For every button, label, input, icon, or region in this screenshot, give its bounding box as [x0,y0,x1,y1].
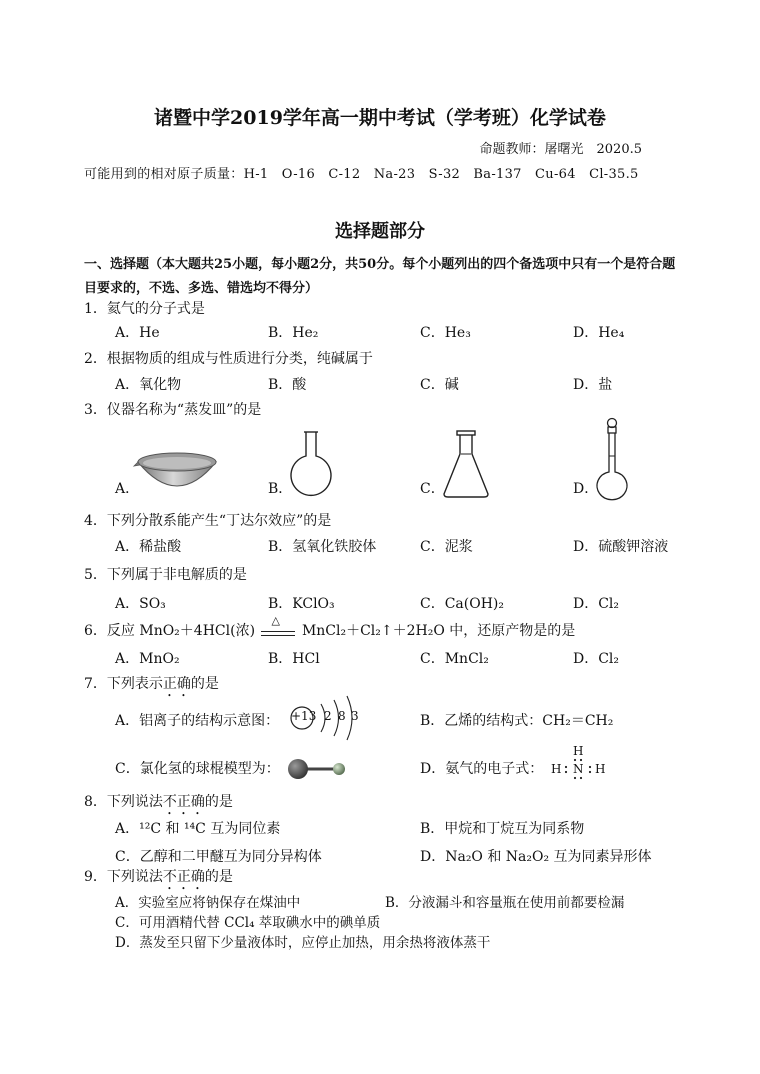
q2-option-b: B．酸 [268,377,307,393]
q7-stem-prefix: 7．下列表示 [84,676,163,692]
q5-option-b: B．KClO₃ [268,596,335,612]
q3-option-d: D． [573,481,599,497]
q3-option-b: B． [268,481,293,497]
question-8-stem [84,791,233,818]
al-shell-2: 8 [338,709,346,723]
q3-option-a: A． [115,481,140,497]
teacher-line: 命题教师：屠曙光 2020.5 [479,142,642,157]
q2-option-a: A．氧化物 [115,377,182,393]
q2-option-c: C．碱 [420,377,459,393]
q7-stem-emphasis: 正确 [162,676,191,692]
al-shell-3: 3 [351,709,359,723]
question-9-stem [84,866,233,893]
q2-option-d: D．盐 [573,377,613,393]
q8-stem-prefix: 8．下列说法 [84,794,163,810]
q7-option-d: D．氨气的电子式： [420,761,544,777]
q8-stem-emphasis: 不正确 [162,794,205,810]
q9-option-b: B．分液漏斗和容量瓶在使用前都要检漏 [385,895,625,911]
heat-symbol: △ [271,614,280,627]
hcl-ball-stick-model-icon [286,756,350,782]
erlenmeyer-flask-icon [440,430,492,500]
q5-option-d: D．Cl₂ [573,596,620,612]
question-2-stem: 2．根据物质的组成与性质进行分类，纯碱属于 [84,351,373,367]
nh3-left-h: H [551,762,562,776]
q8-option-c: C．乙醇和二甲醚互为同分异构体 [115,849,322,865]
q9-option-c: C．可用酒精代替 CCl₄ 萃取碘水中的碘单质 [115,915,381,931]
q3-option-c: C． [420,481,445,497]
q6-option-b: B．HCl [268,651,320,667]
question-4-stem: 4．下列分散系能产生“丁达尔效应”的是 [84,513,332,529]
q6-stem-products: MnCl₂＋Cl₂↑＋2H₂O 中，还原产物是的是 [301,623,576,639]
q9-stem-emphasis: 不正确 [162,869,205,885]
section-title: 选择题部分 [335,221,425,242]
round-bottom-flask-icon [288,430,334,498]
q8-option-d: D．Na₂O 和 Na₂O₂ 互为同素异形体 [420,849,652,865]
q1-option-c: C．He₃ [420,325,471,341]
q9-option-a: A．实验室应将钠保存在煤油中 [115,895,301,911]
q9-option-d: D．蒸发至只留下少量液体时，应停止加热，用余热将液体蒸干 [115,935,491,951]
section-instructions: 一、选择题（本大题共25小题，每小题2分，共50分。每个小题列出的四个备选项中只有一个是符合题目要求的，不选、多选、错选均不得分） [84,257,676,296]
q1-option-d: D．He₄ [573,325,625,341]
nh3-top-h: H [573,744,584,758]
evaporating-dish-icon [132,448,222,502]
question-3-stem: 3．仪器名称为“蒸发皿”的是 [84,402,262,418]
q8-option-b: B．甲烷和丁烷互为同系物 [420,821,585,837]
al-shell-1: 2 [324,709,332,723]
q4-option-b: B．氢氧化铁胶体 [268,539,377,555]
exam-title: 诸暨中学2019学年高一期中考试（学考班）化学试卷 [154,107,606,129]
atomic-masses: 可能用到的相对原子质量：H-1 O-16 C-12 Na-23 S-32 Ba-137 Cu-64 Cl-35.5 [84,167,639,182]
nh3-center-n: N [573,762,584,776]
question-6-stem [84,614,576,640]
q7-stem-suffix: 的是 [190,676,219,692]
volumetric-flask-icon [592,416,632,502]
q1-option-b: B．He₂ [268,325,319,341]
q4-option-a: A．稀盐酸 [115,539,182,555]
q4-option-c: C．泥浆 [420,539,473,555]
q7-option-a: A．铝离子的结构示意图： [115,713,280,729]
nh3-electron-formula [551,744,611,778]
al-nucleus-charge: +13 [291,709,317,723]
equals-line-bottom [261,635,295,636]
q9-stem-prefix: 9．下列说法 [84,869,163,885]
equals-line-top [261,631,295,632]
q5-option-a: A．SO₃ [115,596,166,612]
q1-option-a: A．He [115,325,160,341]
question-1-stem: 1．氦气的分子式是 [84,301,205,317]
q6-option-c: C．MnCl₂ [420,651,489,667]
nh3-electron-dots [551,744,611,778]
q5-option-c: C．Ca(OH)₂ [420,596,504,612]
q6-stem-reactants: 6．反应 MnO₂＋4HCl(浓) [84,623,256,639]
q8-stem-suffix: 的是 [204,794,233,810]
question-7-stem [84,673,219,700]
q6-option-a: A．MnO₂ [115,651,180,667]
q8-option-a: A．¹²C 和 ¹⁴C 互为同位素 [115,821,281,837]
q9-stem-suffix: 的是 [204,869,233,885]
reaction-arrow-heat [259,614,297,638]
aluminum-ion-diagram [288,692,368,744]
q6-option-d: D．Cl₂ [573,651,620,667]
nh3-right-h: H [595,762,606,776]
q4-option-d: D．硫酸钾溶液 [573,539,669,555]
q7-option-c: C．氯化氢的球棍模型为： [115,761,280,777]
question-5-stem: 5．下列属于非电解质的是 [84,567,247,583]
q7-option-b: B．乙烯的结构式：CH₂＝CH₂ [420,713,614,729]
